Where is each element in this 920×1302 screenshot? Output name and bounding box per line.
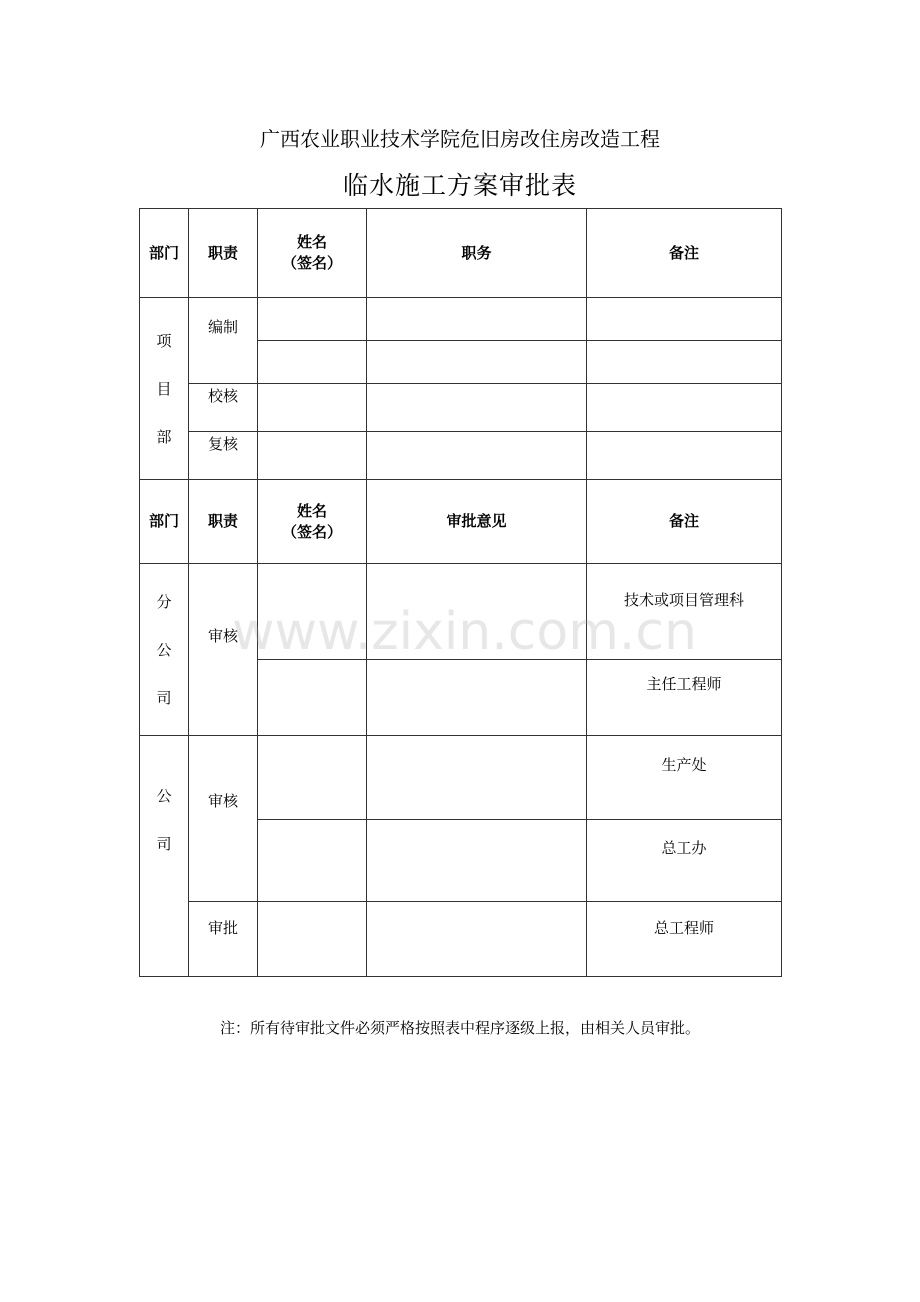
branch-dept-cell: [140, 564, 189, 736]
position-cell[interactable]: [367, 341, 587, 384]
remark-chief-engineer: 主任工程师: [646, 675, 722, 693]
header-row-1: [140, 209, 782, 298]
form-title: 临水施工方案审批表: [342, 171, 577, 200]
branch-dept-char: 分: [156, 592, 172, 611]
header-remark: 备注: [587, 480, 782, 564]
remark-production-dept: 生产处: [661, 756, 707, 774]
project-dept-char: 项: [156, 331, 172, 350]
opinion-cell[interactable]: [367, 660, 587, 736]
company-role-approve-label: 审批: [207, 918, 238, 937]
company-dept-char: 司: [156, 835, 172, 853]
remark-cell: [587, 564, 782, 660]
watermark: www.zixin.com.cn: [232, 602, 697, 662]
remark-cell: [587, 820, 782, 902]
header-duty: 职责: [189, 209, 258, 298]
role-compile-label: 编制: [207, 318, 238, 336]
table-row: [140, 432, 782, 480]
remark-tech-dept: 技术或项目管理科: [623, 591, 744, 609]
header-dept: 部门: [140, 480, 189, 564]
opinion-cell[interactable]: [367, 902, 587, 977]
remark-cell[interactable]: [587, 298, 782, 341]
table-row: [140, 736, 782, 820]
project-title: 广西农业职业技术学院危旧房改住房改造工程: [260, 127, 660, 151]
remark-cell[interactable]: [587, 432, 782, 480]
sign-cell[interactable]: [258, 384, 367, 432]
remark-cell: [587, 902, 782, 977]
footnote: 注：所有待审批文件必须严格按照表中程序逐级上报，由相关人员审批。: [219, 1019, 700, 1037]
sign-cell[interactable]: [258, 660, 367, 736]
position-cell[interactable]: [367, 298, 587, 341]
company-role-review-label: 审核: [207, 792, 238, 810]
table-row: [140, 564, 782, 660]
position-cell[interactable]: [367, 384, 587, 432]
sign-cell[interactable]: [258, 298, 367, 341]
header-name-line1: 姓名: [296, 501, 327, 520]
company-dept-char: 公: [156, 787, 172, 805]
header-opinion: 审批意见: [367, 480, 587, 564]
table-row: [140, 384, 782, 432]
remark-cell: [587, 736, 782, 820]
header-duty: 职责: [189, 480, 258, 564]
company-role-review: [189, 736, 258, 902]
table-row: [140, 298, 782, 341]
remark-cell[interactable]: [587, 384, 782, 432]
company-dept-cell: [140, 736, 189, 977]
sign-cell[interactable]: [258, 820, 367, 902]
project-dept-cell: [140, 298, 189, 480]
project-dept-char: 目: [156, 379, 172, 398]
remark-cell: [587, 660, 782, 736]
header-remark: 备注: [587, 209, 782, 298]
remark-cell[interactable]: [587, 341, 782, 384]
header-name-line2: （签名）: [281, 254, 342, 272]
table-row: [140, 902, 782, 977]
sign-cell[interactable]: [258, 736, 367, 820]
branch-role-review: [189, 564, 258, 736]
sign-cell[interactable]: [258, 564, 367, 660]
sign-cell[interactable]: [258, 341, 367, 384]
branch-dept-char: 司: [156, 688, 172, 707]
branch-dept-char: 公: [156, 640, 172, 659]
role-recheck-label: 复核: [207, 435, 238, 453]
role-recheck: [189, 432, 258, 480]
remark-chief-office: 总工办: [661, 839, 707, 857]
sign-cell[interactable]: [258, 902, 367, 977]
position-cell[interactable]: [367, 432, 587, 480]
opinion-cell[interactable]: [367, 736, 587, 820]
header-position: 职务: [367, 209, 587, 298]
company-role-approve: [189, 902, 258, 977]
project-dept-char: 部: [156, 427, 172, 446]
role-check-label: 校核: [207, 387, 238, 405]
opinion-cell[interactable]: [367, 820, 587, 902]
sign-cell[interactable]: [258, 432, 367, 480]
header-row-2: [140, 480, 782, 564]
role-compile: [189, 298, 258, 384]
header-name: [258, 209, 367, 298]
branch-role-label: 审核: [207, 627, 238, 645]
header-name: [258, 480, 367, 564]
header-name-line1: 姓名: [296, 233, 327, 251]
header-name-line2: （签名）: [281, 522, 342, 541]
remark-chief-engineer-company: 总工程师: [653, 918, 714, 937]
opinion-cell[interactable]: [367, 564, 587, 660]
role-check: [189, 384, 258, 432]
header-dept: 部门: [140, 209, 189, 298]
approval-table: [139, 208, 782, 977]
